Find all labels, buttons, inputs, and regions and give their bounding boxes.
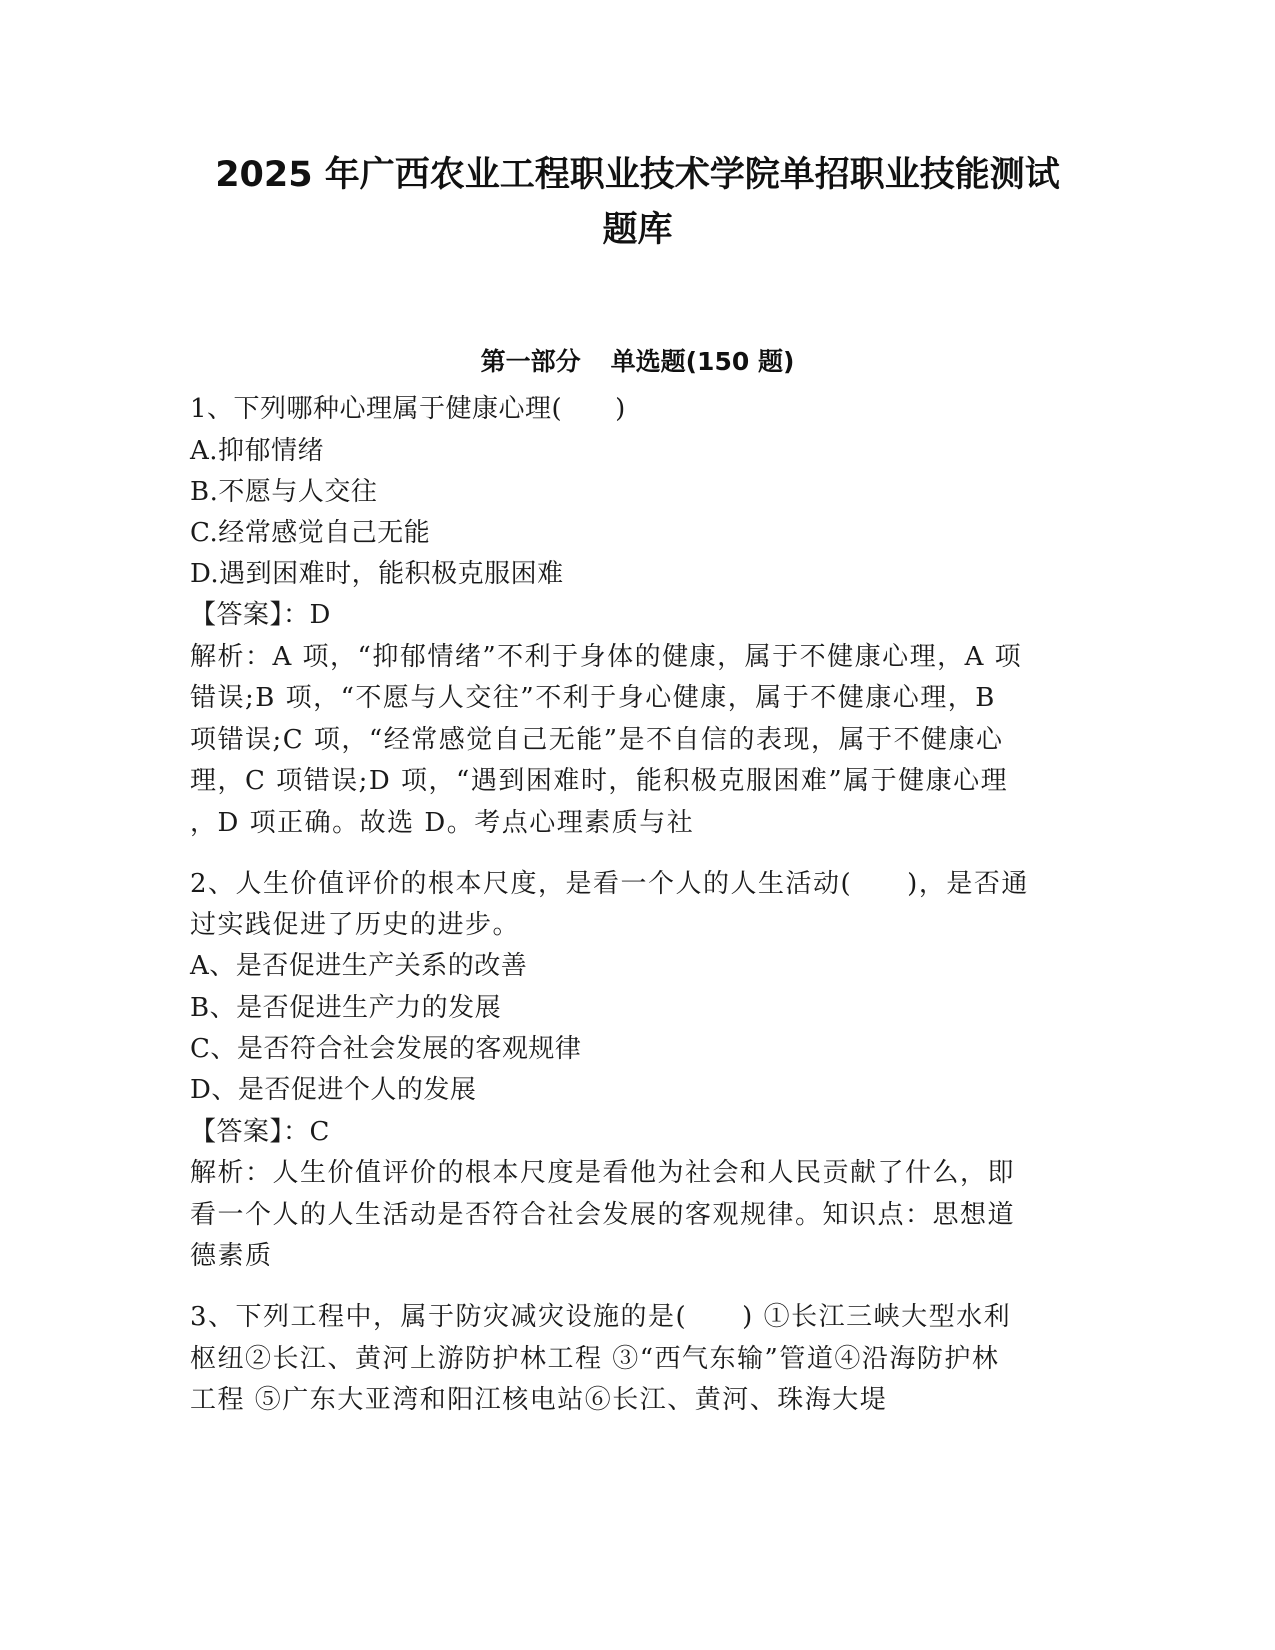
question-1-analysis-line-4: 理，C 项错误;D 项，“遇到困难时，能积极克服困难”属于健康心理 [190,766,1009,796]
document-title-line-1: 2025 年广西农业工程职业技术学院单招职业技能测试 [215,155,1060,195]
question-2-option-a: A、是否促进生产关系的改善 [190,951,528,981]
question-1-answer: 【答案】：D [190,600,331,630]
question-2-option-b: B、是否促进生产力的发展 [190,993,502,1023]
question-1-option-c: C.经常感觉自己无能 [190,518,431,548]
document-title-line-2: 题库 [602,210,673,250]
question-1-analysis-line-5: ，D 项正确。故选 D。考点心理素质与社 [190,808,695,838]
question-2-stem-line-2: 过实践促进了历史的进步。 [190,910,521,940]
question-1-stem: 1、下列哪种心理属于健康心理( ) [190,394,626,424]
question-1-option-b: B.不愿与人交往 [190,477,378,507]
section-part: 第一部分 [480,347,581,376]
section-heading [160,344,1115,380]
question-2-option-c: C、是否符合社会发展的客观规律 [190,1034,582,1064]
question-1-option-d: D.遇到困难时，能积极克服困难 [190,559,564,589]
question-2-answer: 【答案】：C [190,1117,330,1147]
section-name: 单选题(150 题) [610,347,795,376]
question-3-stem-line-2: 枢纽②长江、黄河上游防护林工程 ③“西气东输”管道④沿海防护林 [190,1344,1000,1374]
question-2-analysis-line-3: 德素质 [190,1241,273,1271]
question-3-stem-line-1: 3、下列工程中，属于防灾减灾设施的是( ) ①长江三峡大型水利 [190,1302,1012,1332]
question-1-analysis-line-1: 解析：A 项，“抑郁情绪”不利于身体的健康，属于不健康心理，A 项 [190,642,1023,672]
question-2-option-d: D、是否促进个人的发展 [190,1075,477,1105]
question-2-analysis-line-1: 解析：人生价值评价的根本尺度是看他为社会和人民贡献了什么，即 [190,1158,1016,1188]
question-1-option-a: A.抑郁情绪 [190,436,325,466]
question-3-stem-line-3: 工程 ⑤广东大亚湾和阳江核电站⑥长江、黄河、珠海大堤 [190,1385,888,1415]
question-2-stem-line-1: 2、人生价值评价的根本尺度，是看一个人的人生活动( )，是否通 [190,869,1029,899]
question-2-analysis-line-2: 看一个人的人生活动是否符合社会发展的客观规律。知识点：思想道 [190,1200,1016,1230]
question-1-analysis-line-2: 错误;B 项，“不愿与人交往”不利于身心健康，属于不健康心理，B [190,683,996,713]
question-1-analysis-line-3: 项错误;C 项，“经常感觉自己无能”是不自信的表现，属于不健康心 [190,725,1004,755]
